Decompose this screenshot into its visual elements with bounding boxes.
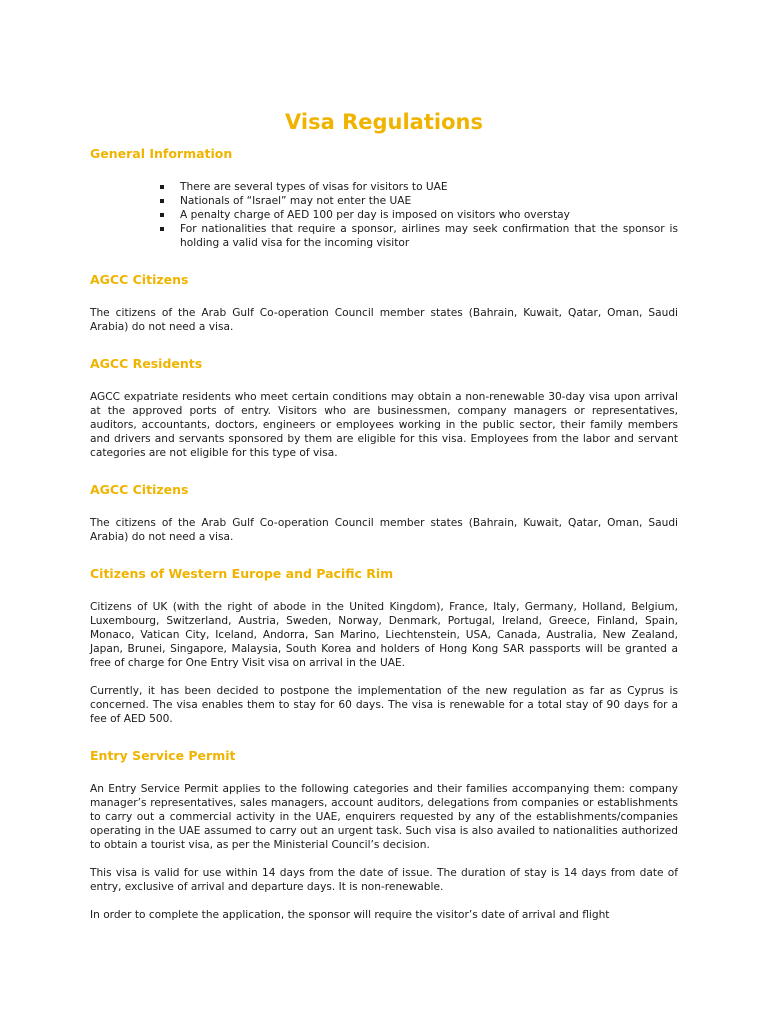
heading-entry-service-permit: Entry Service Permit (90, 748, 236, 763)
list-item-text: For nationalities that require a sponsor, airlines may seek confirmation that the sponsor is holding a valid visa for the incoming visitor (180, 223, 678, 249)
square-bullet-icon (160, 213, 164, 217)
square-bullet-icon (160, 185, 164, 189)
list-item (160, 194, 678, 208)
heading-agcc-citizens: AGCC Citizens (90, 272, 189, 287)
general-info-list (90, 180, 678, 250)
heading-agcc-citizens-repeat: AGCC Citizens (90, 482, 189, 497)
paragraph-entry-service-validity: This visa is valid for use within 14 days from the date of issue. The duration of stay is 14 days from date of entry, exclusive of arrival and departure days. It is non-renewable. (90, 867, 678, 893)
list-item-text: There are several types of visas for visitors to UAE (180, 181, 448, 193)
list-item (160, 222, 678, 250)
paragraph-entry-service-categories: An Entry Service Permit applies to the following categories and their families accompanying them: company manager’s representatives, sales managers, account auditors, delegations from companies or establishments to carry out a commercial activity in the UAE, enquirers requested by any of the establishments/companies operating in the UAE assumed to carry out an urgent task. Such visa is also availed to nationalities authorized to obtain a tourist visa, as per the Ministerial Council’s decision. (90, 783, 678, 851)
list-item-text: Nationals of “Israel” may not enter the UAE (180, 195, 412, 207)
paragraph-western-europe-cyprus: Currently, it has been decided to postpone the implementation of the new regulation as far as Cyprus is concerned. The visa enables them to stay for 60 days. The visa is renewable for a total stay of 90 days for a fee of AED 500. (90, 685, 678, 725)
heading-western-europe-pacific-rim: Citizens of Western Europe and Pacific Rim (90, 566, 394, 581)
list-item-text: A penalty charge of AED 100 per day is imposed on visitors who overstay (180, 209, 570, 221)
paragraph-agcc-citizens: The citizens of the Arab Gulf Co-operation Council member states (Bahrain, Kuwait, Qatar, Oman, Saudi Arabia) do not need a visa. (90, 307, 678, 333)
square-bullet-icon (160, 199, 164, 203)
list-item (160, 208, 678, 222)
paragraph-agcc-residents: AGCC expatriate residents who meet certain conditions may obtain a non-renewable 30-day visa upon arrival at the approved ports of entry. Visitors who are businessmen, company managers or representatives, auditors, accountants, doctors, engineers or employees working in the public sector, their family members and drivers and servants sponsored by them are eligible for this visa. Employees from the labor and servant categories are not eligible for this type of visa. (90, 391, 678, 459)
paragraph-entry-service-application: In order to complete the application, the sponsor will require the visitor’s date of arrival and flight (90, 909, 610, 921)
paragraph-agcc-citizens-repeat: The citizens of the Arab Gulf Co-operation Council member states (Bahrain, Kuwait, Qatar, Oman, Saudi Arabia) do not need a visa. (90, 517, 678, 543)
document-page (90, 108, 678, 922)
list-item (160, 180, 678, 194)
heading-agcc-residents: AGCC Residents (90, 356, 203, 371)
paragraph-western-europe-countries: Citizens of UK (with the right of abode in the United Kingdom), France, Italy, Germany, Holland, Belgium, Luxembourg, Switzerland, Austria, Sweden, Norway, Denmark, Portugal, Ireland, Greece, Finland, Spain, Monaco, Vatican City, Iceland, Andorra, San Marino, Liechtenstein, USA, Canada, Australia, New Zealand, Japan, Brunei, Singapore, Malaysia, South Korea and holders of Hong Kong SAR passports will be granted a free of charge for One Entry Visit visa on arrival in the UAE. (90, 601, 678, 669)
page-title: Visa Regulations (285, 110, 483, 134)
heading-general-information: General Information (90, 146, 233, 161)
square-bullet-icon (160, 227, 164, 231)
